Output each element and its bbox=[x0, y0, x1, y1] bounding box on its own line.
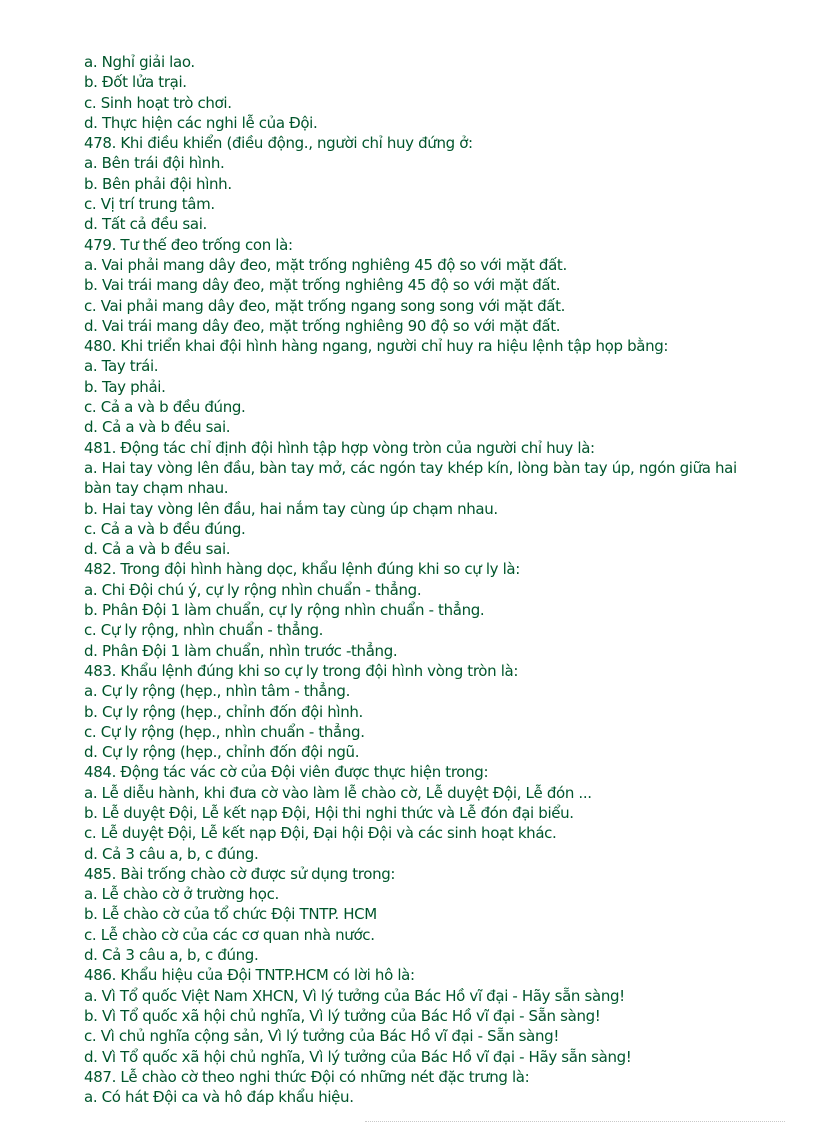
question-486: 486. Khẩu hiệu của Đội TNTP.HCM có lời hô là: bbox=[84, 966, 415, 985]
question-484: 484. Động tác vác cờ của Đội viên được thực hiện trong: bbox=[84, 763, 489, 782]
footer-divider bbox=[365, 1121, 785, 1122]
text-line: c. Cả a và b đều đúng. bbox=[84, 398, 246, 417]
text-line: c. Lễ chào cờ của các cơ quan nhà nước. bbox=[84, 925, 375, 944]
text-line: c. Vai phải mang dây đeo, mặt trống ngang song song với mặt đất. bbox=[84, 296, 566, 315]
question-487: 487. Lễ chào cờ theo nghi thức Đội có những nét đặc trưng là: bbox=[84, 1067, 530, 1086]
text-line: d. Tất cả đều sai. bbox=[84, 215, 207, 234]
text-line: d. Cả 3 câu a, b, c đúng. bbox=[84, 844, 259, 863]
text-line: b. Tay phải. bbox=[84, 377, 166, 396]
text-line: d. Cả 3 câu a, b, c đúng. bbox=[84, 946, 259, 965]
text-line: d. Vai trái mang dây đeo, mặt trống nghiêng 90 độ so với mặt đất. bbox=[84, 316, 561, 335]
text-line: b. Lễ duyệt Đội, Lễ kết nạp Đội, Hội thi nghi thức và Lễ đón đại biểu. bbox=[84, 803, 574, 822]
text-line: d. Cự ly rộng (hẹp., chỉnh đốn đội ngũ. bbox=[84, 743, 360, 762]
text-line: c. Cự ly rộng (hẹp., nhìn chuẩn - thẳng. bbox=[84, 722, 365, 741]
text-line: bàn tay chạm nhau. bbox=[84, 479, 229, 498]
text-line: c. Vì chủ nghĩa cộng sản, Vì lý tưởng của Bác Hồ vĩ đại - Sẵn sàng! bbox=[84, 1027, 559, 1046]
question-479: 479. Tư thế đeo trống con là: bbox=[84, 235, 293, 254]
text-line: b. Lễ chào cờ của tổ chức Đội TNTP. HCM bbox=[84, 905, 377, 924]
text-line: a. Chi Đội chú ý, cự ly rộng nhìn chuẩn - thẳng. bbox=[84, 580, 422, 599]
text-line: a. Cự ly rộng (hẹp., nhìn tâm - thẳng. bbox=[84, 682, 351, 701]
text-line: b. Vì Tổ quốc xã hội chủ nghĩa, Vì lý tưởng của Bác Hồ vĩ đại - Sẵn sàng! bbox=[84, 1006, 601, 1025]
text-line: b. Cự ly rộng (hẹp., chỉnh đốn đội hình. bbox=[84, 702, 363, 721]
text-line: a. Có hát Đội ca và hô đáp khẩu hiệu. bbox=[84, 1088, 354, 1107]
question-478: 478. Khi điều khiển (điều động., người chỉ huy đứng ở: bbox=[84, 134, 473, 153]
text-line: a. Bên trái đội hình. bbox=[84, 154, 225, 173]
text-line: a. Tay trái. bbox=[84, 357, 159, 376]
text-line: b. Hai tay vòng lên đầu, hai nắm tay cùng úp chạm nhau. bbox=[84, 499, 498, 518]
question-483: 483. Khẩu lệnh đúng khi so cự ly trong đội hình vòng tròn là: bbox=[84, 661, 519, 680]
text-line: d. Vì Tổ quốc xã hội chủ nghĩa, Vì lý tưởng của Bác Hồ vĩ đại - Hãy sẵn sàng! bbox=[84, 1047, 632, 1066]
text-line: c. Lễ duyệt Đội, Lễ kết nạp Đội, Đại hội Đội và các sinh hoạt khác. bbox=[84, 824, 557, 843]
text-line: d. Phân Đội 1 làm chuẩn, nhìn trước -thẳng. bbox=[84, 641, 398, 660]
question-481: 481. Động tác chỉ định đội hình tập hợp vòng tròn của người chỉ huy là: bbox=[84, 438, 595, 457]
text-line: a. Lễ diễu hành, khi đưa cờ vào làm lễ chào cờ, Lễ duyệt Đội, Lễ đón ... bbox=[84, 783, 592, 802]
text-line: b. Bên phải đội hình. bbox=[84, 174, 232, 193]
text-line: d. Cả a và b đều sai. bbox=[84, 540, 231, 559]
text-line: a. Vì Tổ quốc Việt Nam XHCN, Vì lý tưởng của Bác Hồ vĩ đại - Hãy sẵn sàng! bbox=[84, 986, 625, 1005]
question-485: 485. Bài trống chào cờ được sử dụng trong: bbox=[84, 864, 396, 883]
text-line: b. Vai trái mang dây đeo, mặt trống nghiêng 45 độ so với mặt đất. bbox=[84, 276, 561, 295]
text-line: c. Sinh hoạt trò chơi. bbox=[84, 93, 232, 112]
text-line: a. Vai phải mang dây đeo, mặt trống nghiêng 45 độ so với mặt đất. bbox=[84, 255, 567, 274]
text-line: c. Vị trí trung tâm. bbox=[84, 195, 215, 214]
question-480: 480. Khi triển khai đội hình hàng ngang, người chỉ huy ra hiệu lệnh tập họp bằng: bbox=[84, 337, 669, 356]
text-line: d. Thực hiện các nghi lễ của Đội. bbox=[84, 113, 318, 132]
text-line: b. Đốt lửa trại. bbox=[84, 73, 187, 92]
document-body bbox=[84, 52, 774, 1107]
text-line: a. Nghỉ giải lao. bbox=[84, 53, 195, 71]
text-line: a. Hai tay vòng lên đầu, bàn tay mở, các ngón tay khép kín, lòng bàn tay úp, ngón giữa hai bbox=[84, 458, 737, 477]
text-line: b. Phân Đội 1 làm chuẩn, cự ly rộng nhìn chuẩn - thẳng. bbox=[84, 601, 485, 620]
question-482: 482. Trong đội hình hàng dọc, khẩu lệnh đúng khi so cự ly là: bbox=[84, 560, 520, 579]
text-line: a. Lễ chào cờ ở trường học. bbox=[84, 885, 279, 904]
text-line: c. Cự ly rộng, nhìn chuẩn - thẳng. bbox=[84, 621, 324, 640]
text-line: c. Cả a và b đều đúng. bbox=[84, 519, 246, 538]
text-line: d. Cả a và b đều sai. bbox=[84, 418, 231, 437]
